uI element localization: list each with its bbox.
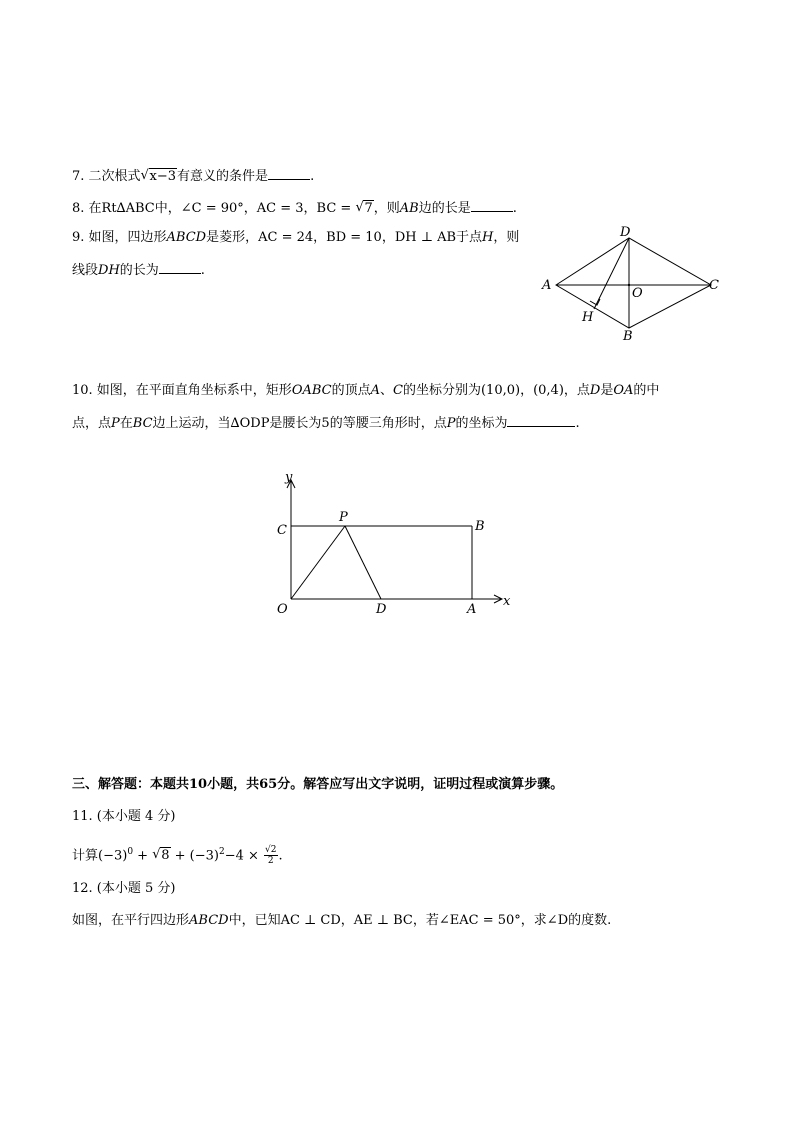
question-9-line1 xyxy=(72,229,519,247)
segment-op xyxy=(291,526,345,599)
section3-a: 三、解答题：本题共 xyxy=(72,777,190,792)
q10-text-g: 点，点 xyxy=(72,416,112,431)
q11-calc-b: + xyxy=(133,848,153,864)
question-12-text xyxy=(72,912,611,930)
q9-text-b: 是菱形，AC = 24，BD = 10，DH ⊥ AB于点 xyxy=(206,230,483,245)
q11-calc-c: + (−3) xyxy=(170,848,219,864)
q10-var-bc: BC xyxy=(132,416,153,431)
q7-radicand: x−3 xyxy=(149,169,177,184)
q10-text-b: 的顶点 xyxy=(331,383,371,398)
q10-text-f: 的中 xyxy=(633,383,660,398)
q10-var-d: D xyxy=(589,383,601,398)
label-o: O xyxy=(632,286,643,301)
q8-mid: ，则 xyxy=(373,201,400,216)
rhombus-diagram xyxy=(538,225,728,347)
q7-prefix: 7. 二次根式 xyxy=(72,169,141,184)
q8-answer-blank[interactable] xyxy=(471,198,513,212)
coordinate-diagram xyxy=(270,468,520,620)
q9-answer-blank[interactable] xyxy=(159,260,201,274)
question-8 xyxy=(72,198,517,218)
q7-suffix: 有意义的条件是 xyxy=(177,169,269,184)
q9-end: . xyxy=(200,263,205,278)
label-h: H xyxy=(582,310,594,325)
q11-sqrt-arg: 8 xyxy=(161,848,170,864)
q11-frac-num: √2 xyxy=(265,845,277,856)
q12-text-b: 中，已知AC ⊥ CD，AE ⊥ BC，若∠EAC = 50°，求∠D的度数. xyxy=(228,913,612,928)
question-9-line2 xyxy=(72,260,205,280)
label-y: y xyxy=(285,470,293,485)
q11-calc-d: −4 × xyxy=(224,848,264,864)
q9-text-d: 线段 xyxy=(72,263,99,278)
rhombus-outline xyxy=(556,238,711,328)
q10-answer-blank[interactable] xyxy=(507,413,575,427)
q9-text-c: ，则 xyxy=(493,230,520,245)
segment-dh xyxy=(594,238,629,309)
q7-sqrt: √ x−3 xyxy=(140,168,177,184)
q9-text-e: 的长为 xyxy=(119,263,159,278)
label-d2: D xyxy=(376,602,387,617)
question-11-expression xyxy=(72,843,283,866)
q11-calc-a: 计算(−3) xyxy=(72,848,128,864)
q8-suffix: 边的长是 xyxy=(418,201,471,216)
question-11-header: 11. (本小题 4 分) xyxy=(72,809,176,824)
label-b2: B xyxy=(475,519,485,534)
q10-var-oabc: OABC xyxy=(291,383,332,398)
label-c2: C xyxy=(277,523,287,538)
q10-var-c: C xyxy=(393,383,403,398)
section3-b: 小题，共 xyxy=(207,777,260,792)
question-10-line2 xyxy=(72,413,580,433)
q10-var-p2: P xyxy=(446,416,456,431)
q9-var-h: H xyxy=(482,230,494,245)
label-o2: O xyxy=(277,602,288,617)
q8-prefix: 8. 在Rt∆ABC中，∠C = 90°，AC = 3，BC = xyxy=(72,201,356,216)
label-b: B xyxy=(623,329,633,344)
label-c: C xyxy=(709,278,719,293)
section3-n2: 65 xyxy=(259,777,278,792)
q11-exp0: 0 xyxy=(127,847,134,857)
segment-pd xyxy=(345,526,381,599)
q10-text-h: 在 xyxy=(119,416,133,431)
q10-end: . xyxy=(575,416,580,431)
q9-var-abcd: ABCD xyxy=(166,230,207,245)
label-a2: A xyxy=(467,602,477,617)
label-d: D xyxy=(620,225,631,240)
q10-var-p: P xyxy=(111,416,120,431)
q9-text-a: 9. 如图，四边形 xyxy=(72,230,167,245)
q10-text-c: 、 xyxy=(380,383,394,398)
q10-text-j: 的坐标为 xyxy=(455,416,508,431)
q8-sqrt-arg: 7 xyxy=(364,201,373,216)
q8-sqrt: √ 7 xyxy=(355,200,373,216)
label-a: A xyxy=(542,278,552,293)
q10-text-d: 的坐标分别为(10,0)，(0,4)，点 xyxy=(402,383,590,398)
q10-text-a: 10. 如图，在平面直角坐标系中，矩形 xyxy=(72,383,292,398)
q9-var-dh: DH xyxy=(98,263,120,278)
q11-end: . xyxy=(278,848,283,864)
q8-var: AB xyxy=(399,201,419,216)
question-7 xyxy=(72,166,314,186)
section-3-heading xyxy=(72,776,563,794)
q10-text-e: 是 xyxy=(600,383,614,398)
q10-var-oa: OA xyxy=(613,383,634,398)
q10-var-a: A xyxy=(370,383,381,398)
question-10-line1 xyxy=(72,382,659,400)
q8-end: . xyxy=(512,201,517,216)
section3-c: 分。解答应写出文字说明，证明过程或演算步骤。 xyxy=(277,777,564,792)
label-x: x xyxy=(503,594,511,609)
q11-exp2: 2 xyxy=(218,847,225,857)
q7-end: . xyxy=(310,169,315,184)
q10-text-i: 边上运动，当∆ODP是腰长为5的等腰三角形时，点 xyxy=(152,416,447,431)
section3-n1: 10 xyxy=(189,777,208,792)
q11-sqrt: √ 8 xyxy=(152,847,170,864)
label-p: P xyxy=(339,510,348,525)
q11-frac-den: 2 xyxy=(267,856,274,867)
q11-fraction xyxy=(264,845,277,866)
q7-answer-blank[interactable] xyxy=(268,166,310,180)
question-12-header: 12. (本小题 5 分) xyxy=(72,881,176,896)
point-o xyxy=(628,284,630,286)
q12-var-abcd: ABCD xyxy=(189,913,229,928)
q12-text-a: 如图，在平行四边形 xyxy=(72,913,190,928)
